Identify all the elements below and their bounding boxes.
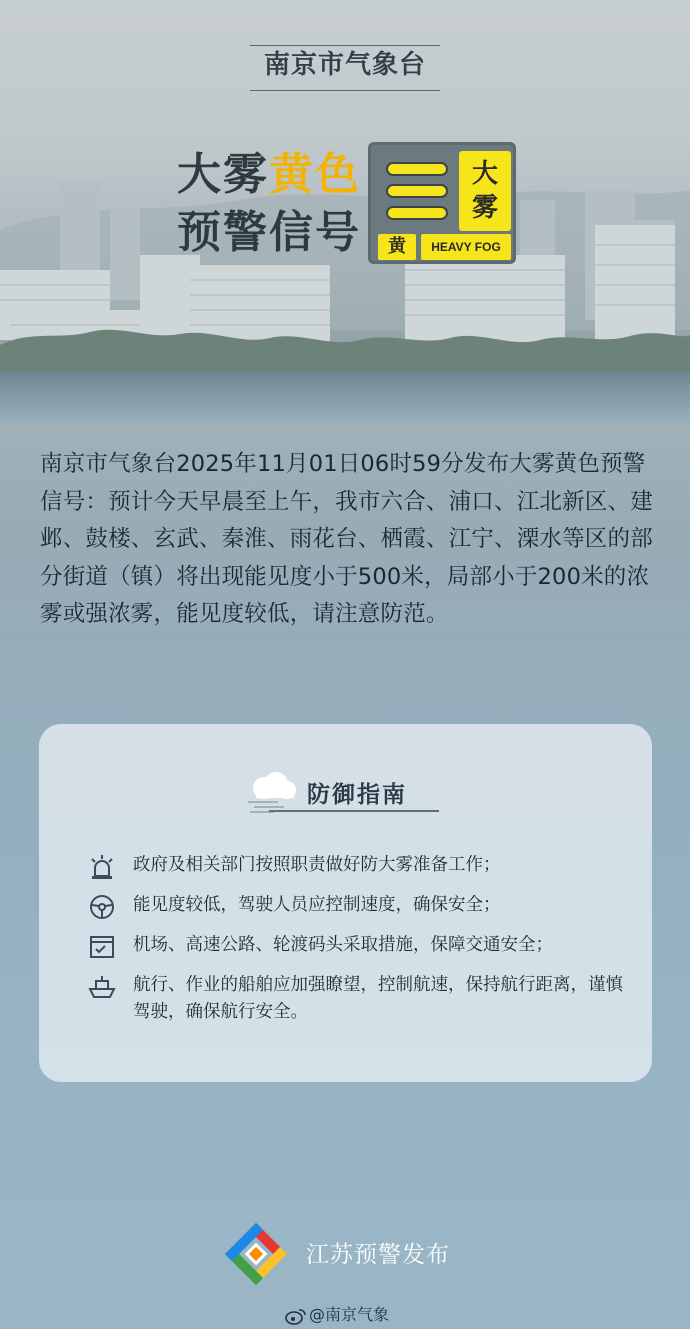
fog-bars-icon	[378, 152, 453, 230]
footer-brand: 江苏预警发布	[306, 1242, 450, 1268]
guide-header	[39, 770, 652, 814]
cloud-fog-icon	[244, 770, 300, 814]
guide-item-text: 能见度较低，驾驶人员应控制速度，确保安全；	[133, 895, 501, 915]
guide-item	[87, 852, 501, 879]
signal-chars	[459, 151, 511, 231]
warning-headline	[177, 146, 361, 262]
alarm-light-icon	[87, 852, 117, 882]
headline-prefix: 大雾	[177, 149, 269, 200]
signal-char-top: 大	[471, 159, 498, 189]
headline-color-word: 黄色	[269, 149, 361, 200]
warning-notice-text: 南京市气象台2025年11月01日06时59分发布大雾黄色预警信号：预计今天早晨至上午，我市六合、浦口、江北新区、建邺、鼓楼、玄武、秦淮、雨花台、栖霞、江宁、溧水等区的部分街道（镇）将出现能见度小于500米，局部小于200米的浓雾或强浓雾，能见度较低，请注意防范。	[40, 451, 653, 628]
checklist-icon	[87, 932, 117, 962]
guide-title: 防御指南	[307, 782, 407, 808]
steering-wheel-icon	[87, 892, 117, 922]
defense-guide-card	[39, 724, 652, 1082]
signal-char-bottom: 雾	[471, 193, 498, 223]
guide-item	[87, 892, 501, 919]
heavy-fog-signal-badge	[368, 142, 516, 264]
guide-title-divider	[269, 810, 439, 812]
org-title-text: 南京市气象台	[250, 45, 440, 91]
signal-level-char: 黄	[378, 234, 416, 260]
weibo-icon	[285, 1307, 307, 1325]
signal-english-label: HEAVY FOG	[421, 234, 511, 260]
guide-item	[87, 972, 627, 1026]
hero-banner	[0, 0, 690, 425]
jiangsu-warning-logo	[222, 1220, 290, 1288]
guide-item-text: 政府及相关部门按照职责做好防大雾准备工作；	[133, 855, 501, 875]
weibo-watermark	[285, 1302, 389, 1325]
headline-line2: 预警信号	[177, 207, 361, 258]
weibo-handle: @南京气象	[309, 1305, 390, 1324]
ship-icon	[87, 972, 117, 1002]
guide-item-text: 航行、作业的船舶应加强瞭望，控制航速，保持航行距离，谨慎驾驶，确保航行安全。	[133, 975, 623, 1022]
guide-item-text: 机场、高速公路、轮渡码头采取措施，保障交通安全；	[133, 935, 553, 955]
org-title	[0, 45, 690, 91]
guide-item	[87, 932, 553, 959]
